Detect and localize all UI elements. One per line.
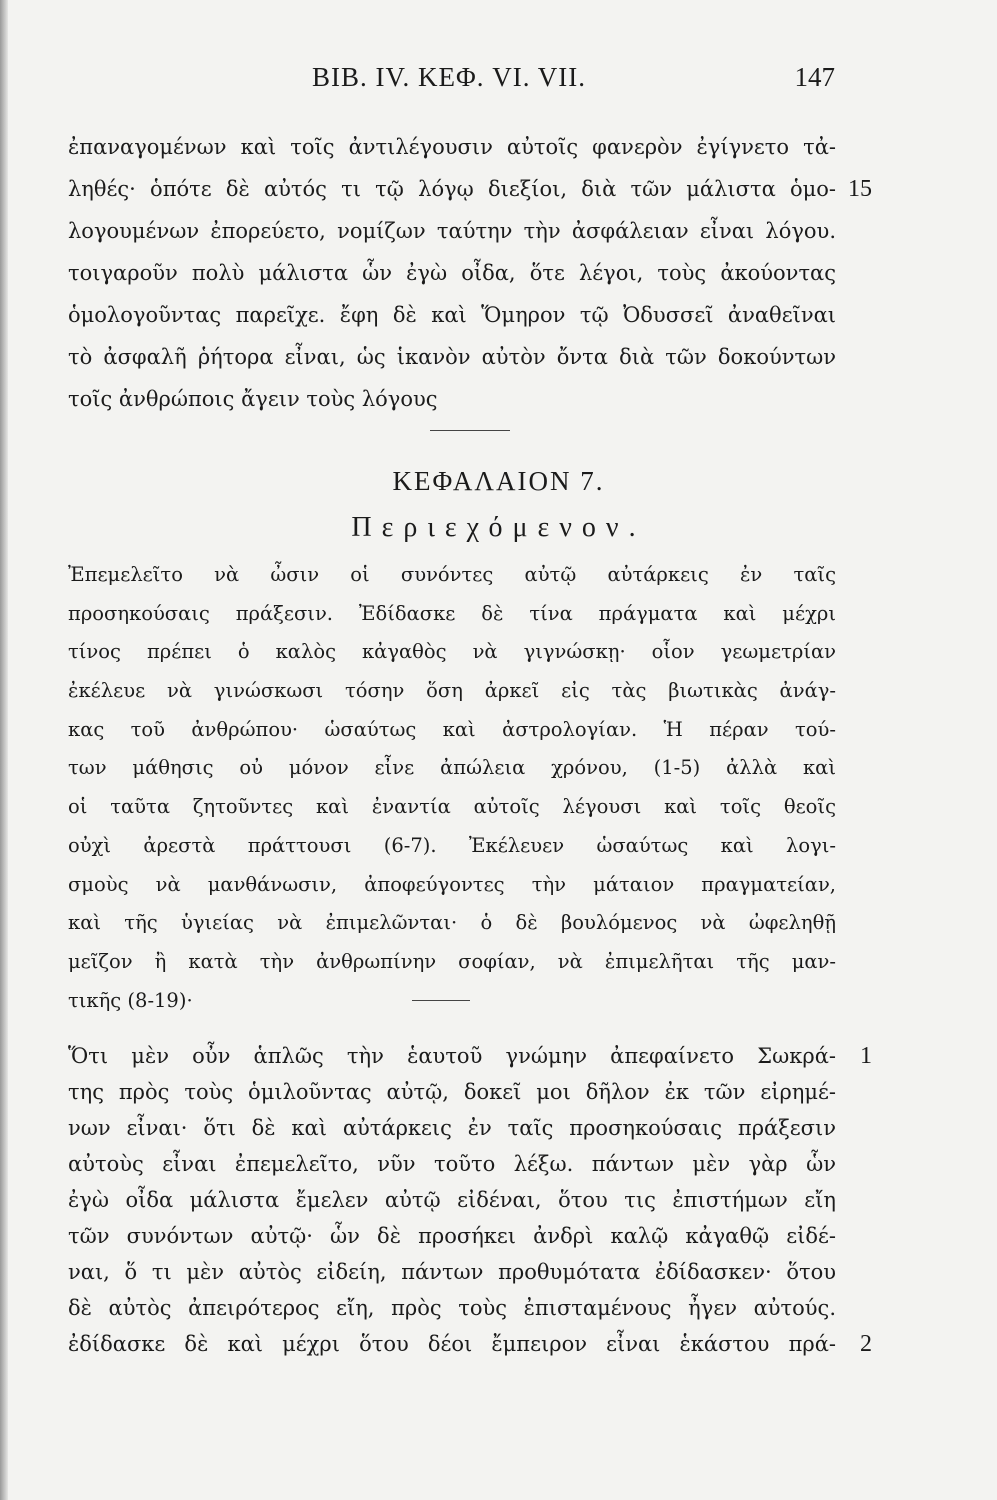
text-line: τικῆς (8-19)· [68,988,193,1012]
page-number: 147 [794,62,835,92]
text-line: τοῖς ἀνθρώποις ἄγειν τοὺς λόγους [68,387,438,411]
text-line: ἐπαναγομένων καὶ τοῖς ἀντιλέγουσιν αὐτοῖς φανερὸν ἐγίγνετο τἀ- [68,135,836,159]
text-line: μεῖζον ἢ κατὰ τὴν ἀνθρωπίνην σοφίαν, νὰ ἐπιμελῆται τῆς μαν- [68,949,836,973]
text-line: νων εἶναι· ὅτι δὲ καὶ αὐτάρκεις ἐν ταῖς προσηκούσαις πράξεσιν [68,1116,836,1140]
text-line: τὸ ἀσφαλῆ ῥήτορα εἶναι, ὡς ἱκανὸν αὐτὸν ὄντα διὰ τῶν δοκούντων [68,345,836,369]
text-line: λογουμένων ἐπορεύετο, νομίζων ταύτην τὴν ἀσφάλειαν εἶναι λόγου. [68,219,836,243]
text-line: ὁμολογοῦντας παρεῖχε. ἔφη δὲ καὶ Ὅμηρον τῷ Ὀδυσσεῖ ἀναθεῖναι [68,303,836,327]
text-line: Ἐπεμελεῖτο νὰ ὦσιν οἱ συνόντες αὐτῷ αὐτάρκεις ἐν ταῖς [68,563,836,586]
text-line: δὲ αὐτὸς ἀπειρότερος εἴη, πρὸς τοὺς ἐπισταμένους ἦγεν αὐτούς. [68,1296,836,1320]
text-line: ναι, ὅ τι μὲν αὐτὸς εἰδείη, πάντων προθυμότατα ἐδίδασκεν· ὅτου [68,1260,836,1284]
text-line: ἐδίδασκε δὲ καὶ μέχρι ὅτου δέοι ἔμπειρον εἶναι ἑκάστου πρά- 2 [68,1326,836,1362]
text-line: προσηκούσαις πράξεσιν. Ἐδίδασκε δὲ τίνα πράγματα καὶ μέχρι [68,601,836,625]
text-line: ἐκέλευε νὰ γινώσκωσι τόσην ὅση ἀρκεῖ εἰς τὰς βιωτικὰς ἀνάγ- [68,679,836,703]
text-line: καὶ τῆς ὑγιείας νὰ ἐπιμελῶνται· ὁ δὲ βουλόμενος νὰ ὠφεληθῇ [68,911,836,935]
chapter-title: ΚΕΦΑΛΑΙΟΝ 7. [392,466,605,496]
margin-paragraph-number: 2 [860,1331,872,1357]
margin-line-number: 15 [848,176,872,202]
text-line: σμοὺς νὰ μανθάνωσιν, ἀποφεύγοντες τὴν μάταιον πραγματείαν, [68,872,836,896]
running-head: BIB. IV. ΚΕΦ. VI. VII. [312,62,586,92]
text-line: τῶν συνόντων αὐτῷ· ὧν δὲ προσήκει ἀνδρὶ καλῷ κἀγαθῷ εἰδέ- [68,1224,836,1248]
text-line: κας τοῦ ἀνθρώπου· ὡσαύτως καὶ ἀστρολογίαν. Ἡ πέραν τού- [68,717,836,741]
margin-paragraph-number: 1 [860,1043,872,1069]
page-header [0,62,997,102]
text-line: ἐγὼ οἶδα μάλιστα ἔμελεν αὐτῷ εἰδέναι, ὅτου τις ἐπιστήμων εἴη [68,1188,836,1212]
text-line: οὐχὶ ἀρεστὰ πράττουσι (6-7). Ἐκέλευεν ὡσαύτως καὶ λογι- [68,833,836,857]
text-line: οἱ ταῦτα ζητοῦντες καὶ ἐναντία αὐτοῖς λέγουσι καὶ τοῖς θεοῖς [68,795,836,819]
section-divider [430,430,510,431]
text-line: Ὅτι μὲν οὖν ἁπλῶς τὴν ἑαυτοῦ γνώμην ἀπεφαίνετο Σωκρά- 1 [68,1038,836,1074]
main-text [68,1038,872,1362]
text-line: τοιγαροῦν πολὺ μάλιστα ὧν ἐγὼ οἶδα, ὅτε λέγοι, τοὺς ἀκούοντας [68,261,836,285]
text-line: των μάθησις οὐ μόνον εἶνε ἀπώλεια χρόνου, (1-5) ἀλλὰ καὶ [68,756,836,780]
page-gutter-shadow [0,0,8,1500]
text-line: της πρὸς τοὺς ὁμιλοῦντας αὐτῷ, δοκεῖ μοι δῆλον ἐκ τῶν εἰρημέ- [68,1080,836,1104]
section-divider [412,1000,470,1001]
text-line: ληθές· ὁπότε δὲ αὐτός τι τῷ λόγῳ διεξίοι, διὰ τῶν μάλιστα ὁμο- 15 [68,168,836,210]
top-paragraph [68,126,872,420]
text-line: τίνος πρέπει ὁ καλὸς κἀγαθὸς νὰ γιγνώσκῃ· οἷον γεωμετρίαν [68,640,836,664]
contents-heading: Περιεχόμενον. [351,512,646,543]
chapter-summary [68,556,836,1020]
text-line: αὐτοὺς εἶναι ἐπεμελεῖτο, νῦν τοῦτο λέξω. πάντων μὲν γὰρ ὧν [68,1152,836,1176]
